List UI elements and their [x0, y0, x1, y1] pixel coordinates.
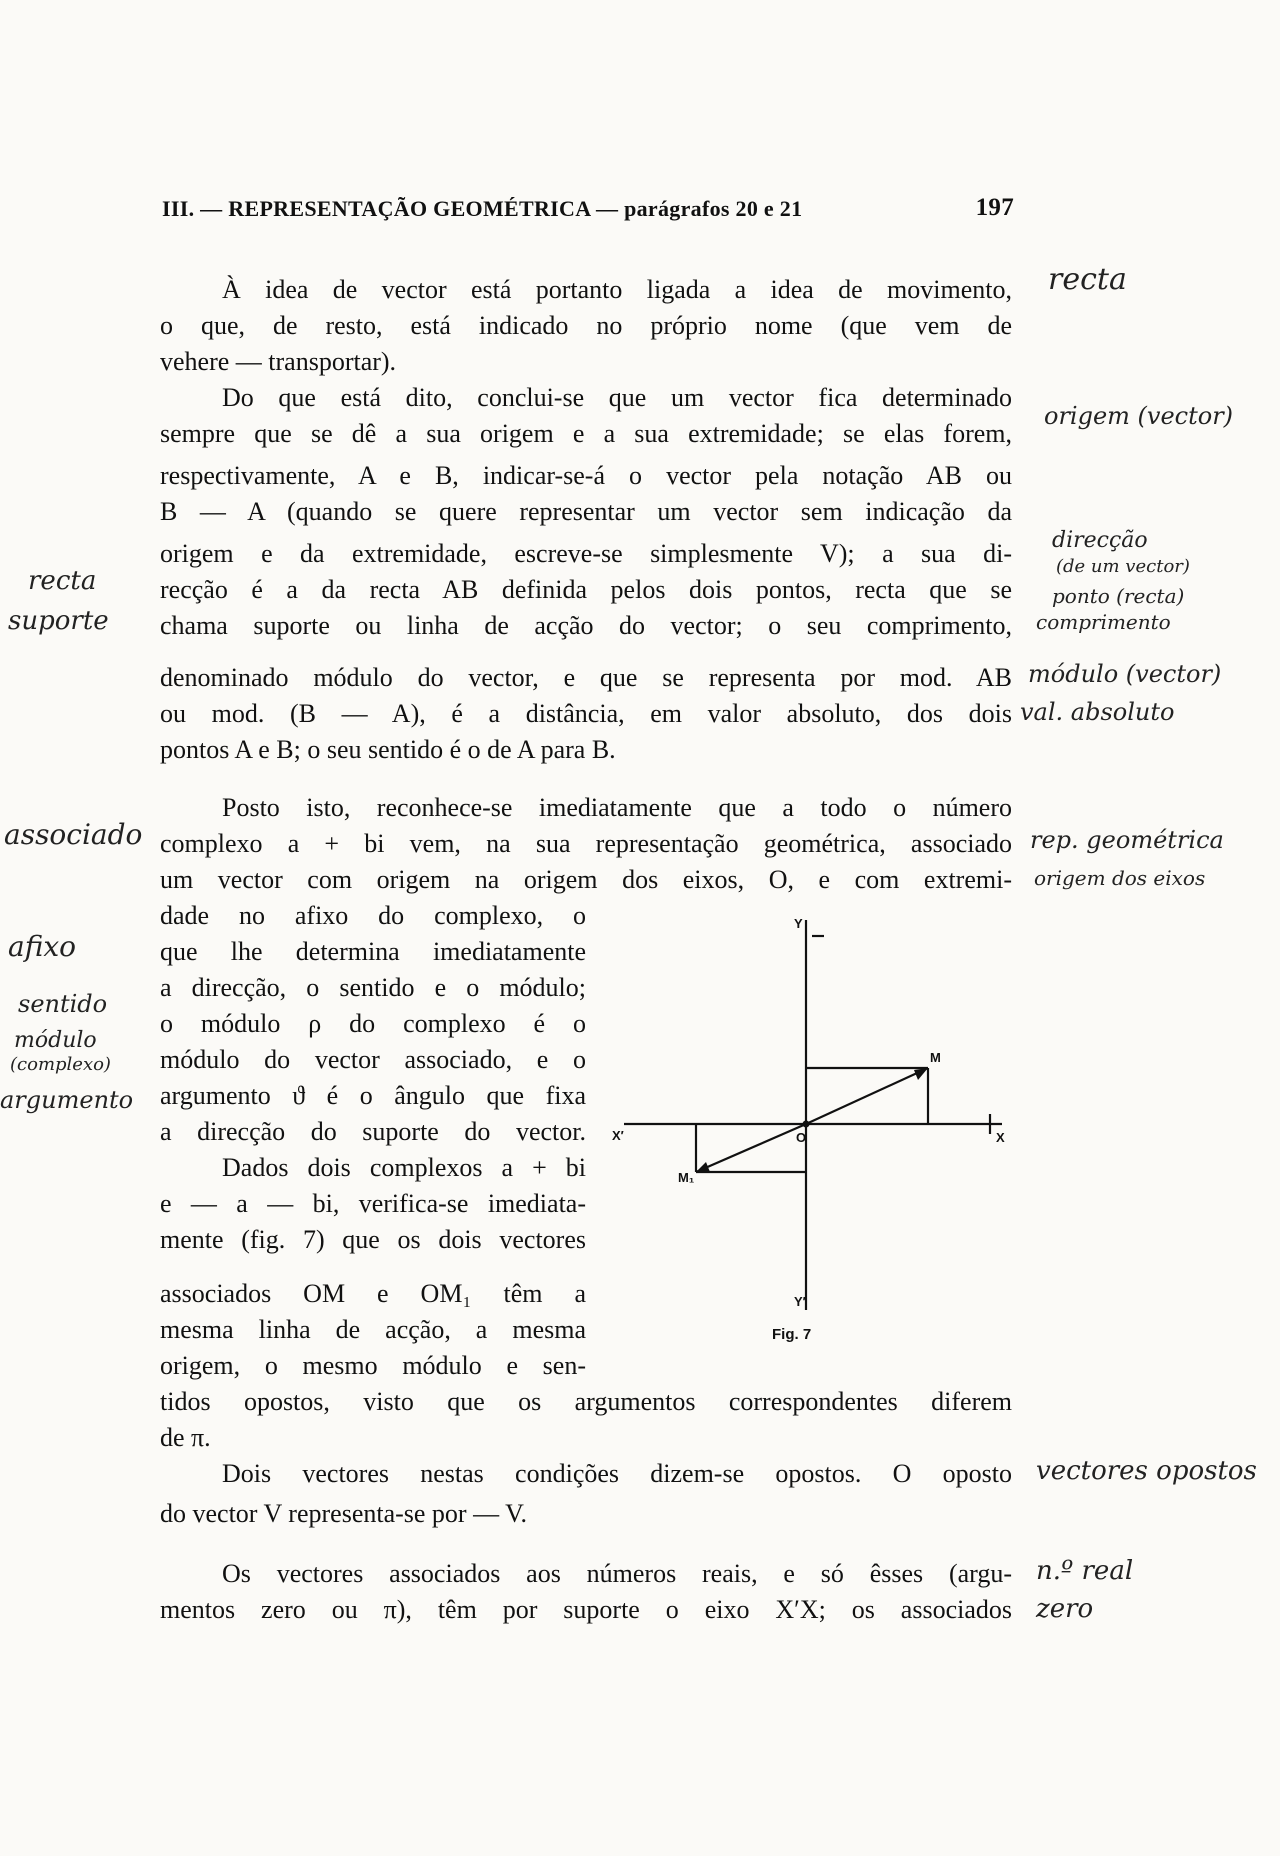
label-y: Y	[794, 916, 803, 931]
vector-om	[806, 1068, 928, 1124]
figure-7	[600, 910, 1020, 1330]
text-line: dade no afixo do complexo, o	[160, 901, 586, 930]
text-line: complexo a + bi vem, na sua representação geométrica, associado	[160, 829, 1012, 858]
text-line: Do que está dito, conclui-se que um vector fica determinado	[222, 383, 1012, 412]
margin-note: módulo	[14, 1028, 97, 1053]
margin-note: recta	[28, 566, 97, 596]
text-line: que lhe determina imediatamente	[160, 937, 586, 966]
text-line: Os vectores associados aos números reais, e só êsses (argu-	[222, 1559, 1012, 1588]
text-line: do vector V representa-se por — V.	[160, 1499, 528, 1528]
page-number: 197	[975, 194, 1014, 221]
text-line: B — A (quando se quere representar um vector sem indicação da	[160, 497, 1012, 526]
margin-note: val. absoluto	[1020, 698, 1175, 726]
vector-om1	[696, 1124, 806, 1172]
origin-point	[803, 1121, 810, 1128]
margin-note: ponto (recta)	[1052, 584, 1185, 608]
margin-note: sentido	[18, 990, 108, 1018]
text-line: respectivamente, A e B, indicar-se-á o vector pela notação AB ou	[160, 461, 1012, 490]
arrowhead-m	[914, 1068, 928, 1080]
text-line: mente (fig. 7) que os dois vectores	[160, 1225, 586, 1254]
margin-note: recta	[1048, 262, 1127, 297]
margin-note: argumento	[0, 1086, 134, 1114]
text-line: associados OM e OM₁ têm a	[160, 1279, 586, 1308]
margin-note: suporte	[8, 606, 109, 636]
margin-note: (complexo)	[10, 1054, 111, 1075]
label-origin: O	[796, 1130, 807, 1145]
text-line: Posto isto, reconhece-se imediatamente que a todo o número	[222, 793, 1012, 822]
margin-note: zero	[1036, 1594, 1094, 1624]
label-y-prime: Y′	[794, 1294, 806, 1309]
text-line: origem e da extremidade, escreve-se simplesmente V); a sua di-	[160, 539, 1012, 568]
label-x-prime: X′	[612, 1128, 624, 1143]
text-line: de π.	[160, 1423, 211, 1452]
text-line: um vector com origem na origem dos eixos, O, e com extremi-	[160, 865, 1012, 894]
text-line: a direcção, o sentido e o módulo;	[160, 973, 586, 1002]
margin-note: associado	[4, 818, 143, 851]
margin-note: origem (vector)	[1044, 402, 1234, 430]
text-line: pontos A e B; o seu sentido é o de A para B.	[160, 735, 616, 764]
margin-note: direcção	[1052, 528, 1148, 553]
margin-note: origem dos eixos	[1034, 866, 1206, 890]
text-line: argumento ϑ é o ângulo que fixa	[160, 1081, 586, 1110]
text-line: Dois vectores nestas condições dizem-se opostos. O oposto	[222, 1459, 1012, 1488]
margin-note: afixo	[8, 930, 77, 963]
text-line: o que, de resto, está indicado no próprio nome (que vem de	[160, 311, 1012, 340]
header-title: III. — REPRESENTAÇÃO GEOMÉTRICA — parágrafos 20 e 21	[162, 196, 803, 221]
text-line: ou mod. (B — A), é a distância, em valor absoluto, dos dois	[160, 699, 1012, 728]
margin-note: (de um vector)	[1056, 556, 1190, 577]
margin-note: rep. geométrica	[1030, 826, 1224, 854]
text-line: Dados dois complexos a + bi	[222, 1153, 586, 1182]
figure-caption: Fig. 7	[772, 1326, 812, 1343]
text-line: À idea de vector está portanto ligada a idea de movimento,	[222, 275, 1012, 304]
text-line: origem, o mesmo módulo e sen-	[160, 1351, 586, 1380]
text-line: mentos zero ou π), têm por suporte o eixo X′X; os associados	[160, 1595, 1012, 1624]
margin-note: comprimento	[1036, 610, 1171, 634]
text-line: recção é a da recta AB definida pelos dois pontos, recta que se	[160, 575, 1012, 604]
running-header	[162, 196, 1014, 226]
text-line: sempre que se dê a sua origem e a sua extremidade; se elas forem,	[160, 419, 1012, 448]
margin-note: vectores opostos	[1036, 1456, 1257, 1486]
text-line: a direcção do suporte do vector.	[160, 1117, 586, 1146]
text-line: e — a — bi, verifica-se imediata-	[160, 1189, 586, 1218]
text-line: módulo do vector associado, e o	[160, 1045, 586, 1074]
label-m: M	[930, 1050, 941, 1065]
label-m1: M₁	[678, 1170, 695, 1185]
label-x: X	[996, 1130, 1005, 1145]
text-line: tidos opostos, visto que os argumentos correspondentes diferem	[160, 1387, 1012, 1416]
text-line: mesma linha de acção, a mesma	[160, 1315, 586, 1344]
margin-note: n.º real	[1036, 1556, 1134, 1586]
margin-note: módulo (vector)	[1028, 660, 1222, 688]
text-line: vehere — transportar).	[160, 347, 397, 376]
text-line: o módulo ρ do complexo é o	[160, 1009, 586, 1038]
text-line: chama suporte ou linha de acção do vector; o seu comprimento,	[160, 611, 1012, 640]
arrowhead-m1	[696, 1162, 710, 1172]
text-line: denominado módulo do vector, e que se representa por mod. AB	[160, 663, 1012, 692]
